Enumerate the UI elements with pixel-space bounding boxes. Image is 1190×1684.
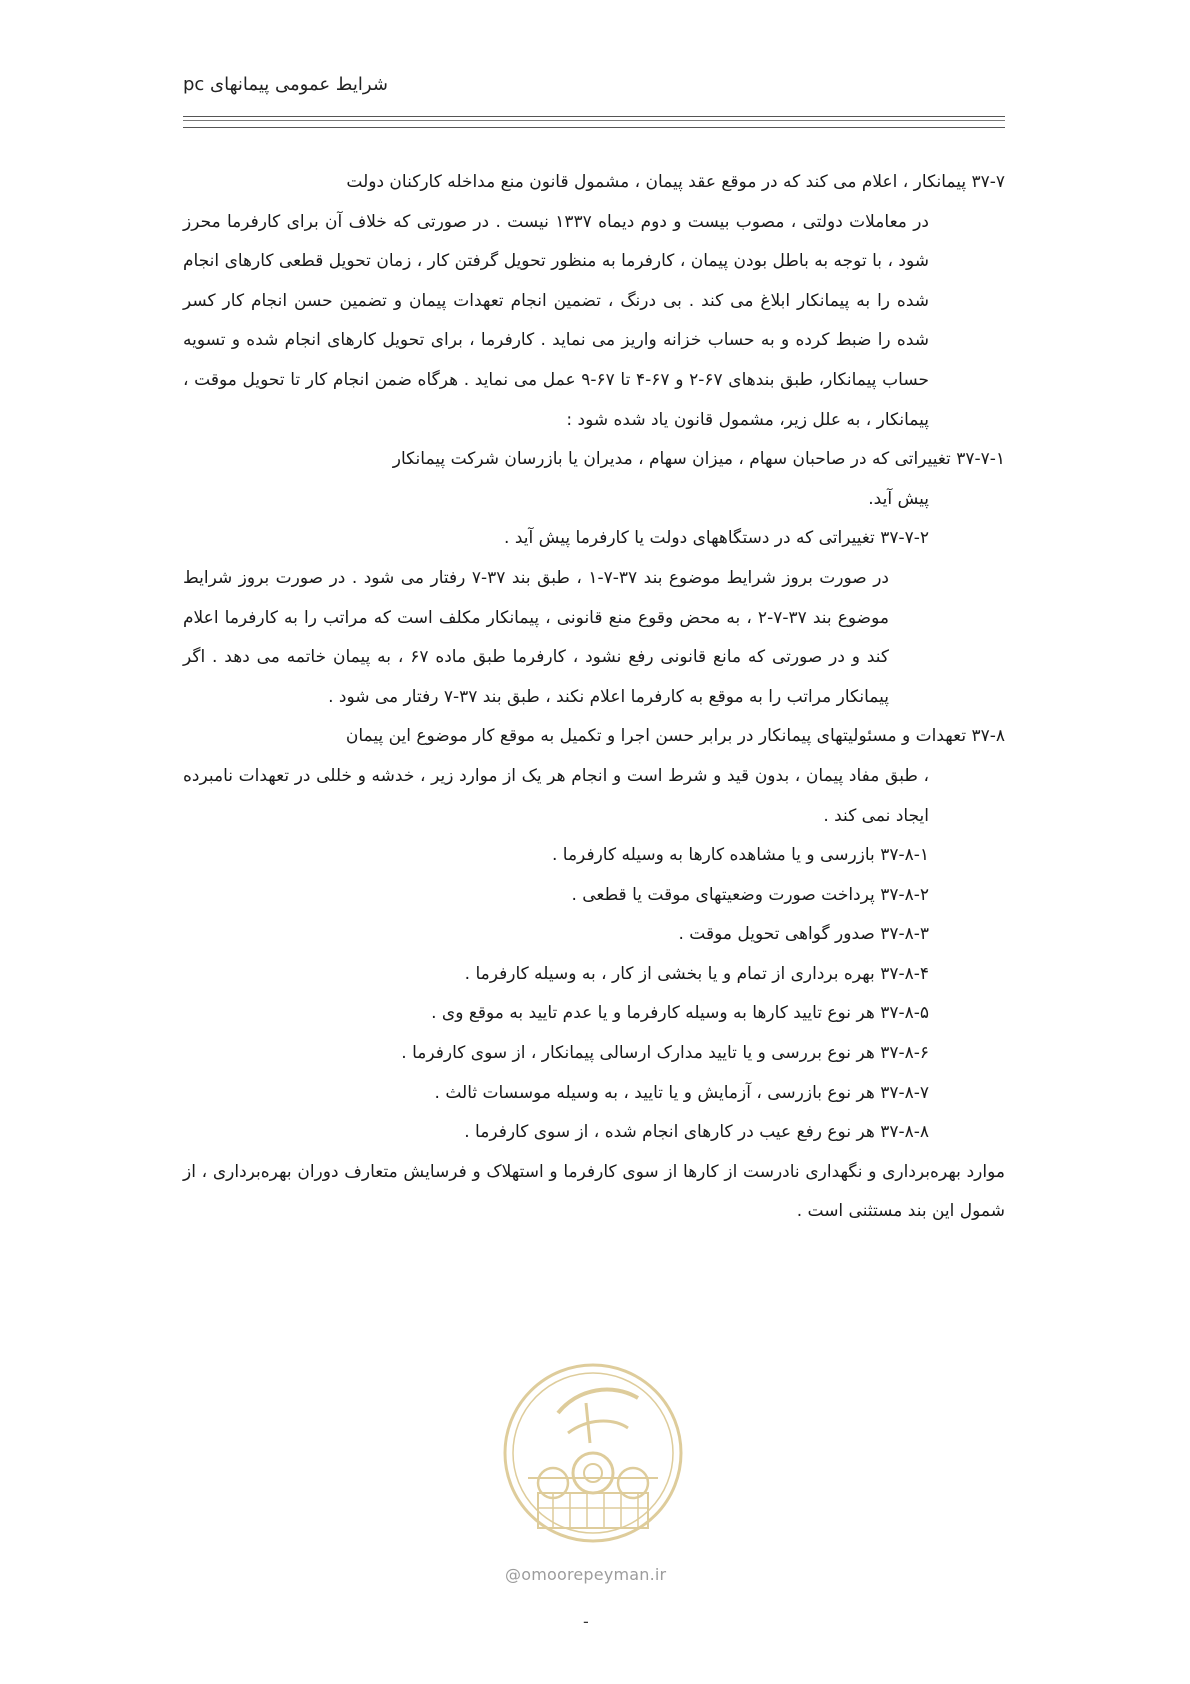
clause-text-continued: ، طبق مفاد پیمان ، بدون قید و شرط است و انجام هر یک از موارد زیر ، خدشه و خللی در تعهدات نامبرده ایجاد نمی کند . (183, 765, 929, 826)
clause-text: تعهدات و مسئولیتهای پیمانکار در برابر حسن اجرا و تکمیل به موقع کار موضوع این پیمان (345, 726, 967, 747)
clause-37-7-2 (183, 519, 1005, 559)
clause-text: تغییراتی که در صاحبان سهام ، میزان سهام ، مدیران یا بازرسان شرکت پیمانکار (392, 449, 951, 470)
clause-number: ۳۷-۷-۱ (956, 449, 1005, 470)
list-item: ۳۷-۸-۳ صدور گواهی تحویل موقت . (678, 924, 929, 945)
clause-number: ۳۷-۸ (971, 726, 1005, 747)
closing-paragraph: موارد بهره‌برداری و نگهداری نادرست از کارها از سوی کارفرما و استهلاک و فرسایش متعارف دوران بهره‌برداری ، از شمول این بند مستثنی است . (183, 1161, 1005, 1222)
logo-seal-icon (498, 1358, 688, 1548)
page-header-title: شرایط عمومی پیمانهای pc (183, 74, 388, 95)
clause-37-8 (183, 717, 1005, 836)
clause-text-continued: در معاملات دولتی ، مصوب بیست و دوم دیماه ۱۳۳۷ نیست . در صورتی که خلاف آن برای کارفرما محرز شود ، با توجه به باطل بودن پیمان ، کارفرما به منظور تحویل گرفتن کار ، زمان تحویل قطعی کارهای انجام شده را به پیمانکار ابلاغ می کند . بی درنگ ، تضمین انجام تعهدات پیمان و تضمین حسن انجام کار کسر شده را ضبط کرده و به حساب خزانه واریز می نماید . کارفرما ، برای تحویل کارهای انجام شده و تسویه حساب پیمانکار، طبق بندهای ۶۷-۲ و ۶۷-۴ تا ۶۷-۹ عمل می نماید . هرگاه ضمن انجام کار تا تحویل موقت ، پیمانکار ، به علل زیر، مشمول قانون یاد شده شود : (183, 211, 929, 430)
clause-number: ۳۷-۷ (971, 172, 1005, 192)
page-number: - (583, 1612, 589, 1631)
clause-number: ۳۷-۷-۲ (880, 528, 929, 549)
list-item: ۳۷-۸-۵ هر نوع تایید کارها به وسیله کارفرما و یا عدم تایید به موقع وی . (431, 1003, 929, 1024)
clause-37-7-note: در صورت بروز شرایط موضوع بند ۳۷-۷-۱ ، طبق بند ۳۷-۷ رفتار می شود . در صورت بروز شرایط موضوع بند ۳۷-۷-۲ ، به محض وقوع منع قانونی ، پیمانکار مکلف است که مراتب را به کارفرما اعلام کند و در صورتی که مانع قانونی رفع نشود ، کارفرما طبق ماده ۶۷ ، به پیمان خاتمه می دهد . اگر پیمانکار مراتب را به موقع به کارفرما اعلام نکند ، طبق بند ۳۷-۷ رفتار می شود . (183, 567, 890, 707)
list-item: ۳۷-۸-۶ هر نوع بررسی و یا تایید مدارک ارسالی پیمانکار ، از سوی کارفرما . (401, 1043, 929, 1064)
list-item: ۳۷-۸-۱ بازرسی و یا مشاهده کارها به وسیله کارفرما . (551, 845, 929, 866)
website-url: @omoorepeyman.ir (505, 1565, 667, 1584)
clause-text: پیمانکار ، اعلام می کند که در موقع عقد پیمان ، مشمول قانون منع مداخله کارکنان دولت (346, 172, 967, 192)
list-item: ۳۷-۸-۸ هر نوع رفع عیب در کارهای انجام شده ، از سوی کارفرما . (464, 1122, 929, 1143)
clause-37-7-1 (183, 440, 1005, 519)
clause-text: تغییراتی که در دستگاههای دولت یا کارفرما پیش آید . (504, 528, 875, 549)
list-item: ۳۷-۸-۲ پرداخت صورت وضعیتهای موقت یا قطعی . (571, 884, 929, 905)
list-item: ۳۷-۸-۴ بهره برداری از تمام و یا بخشی از کار ، به وسیله کارفرما . (464, 963, 929, 984)
clause-37-7 (183, 163, 1005, 440)
list-item: ۳۷-۸-۷ هر نوع بازرسی ، آزمایش و یا تایید ، به وسیله موسسات ثالث . (434, 1082, 929, 1103)
document-body (183, 163, 1005, 1232)
header-divider (183, 116, 1005, 128)
watermark-logo (498, 1358, 688, 1548)
clause-37-8-items (183, 836, 1005, 1153)
clause-text-continued: پیش آید. (868, 488, 929, 509)
